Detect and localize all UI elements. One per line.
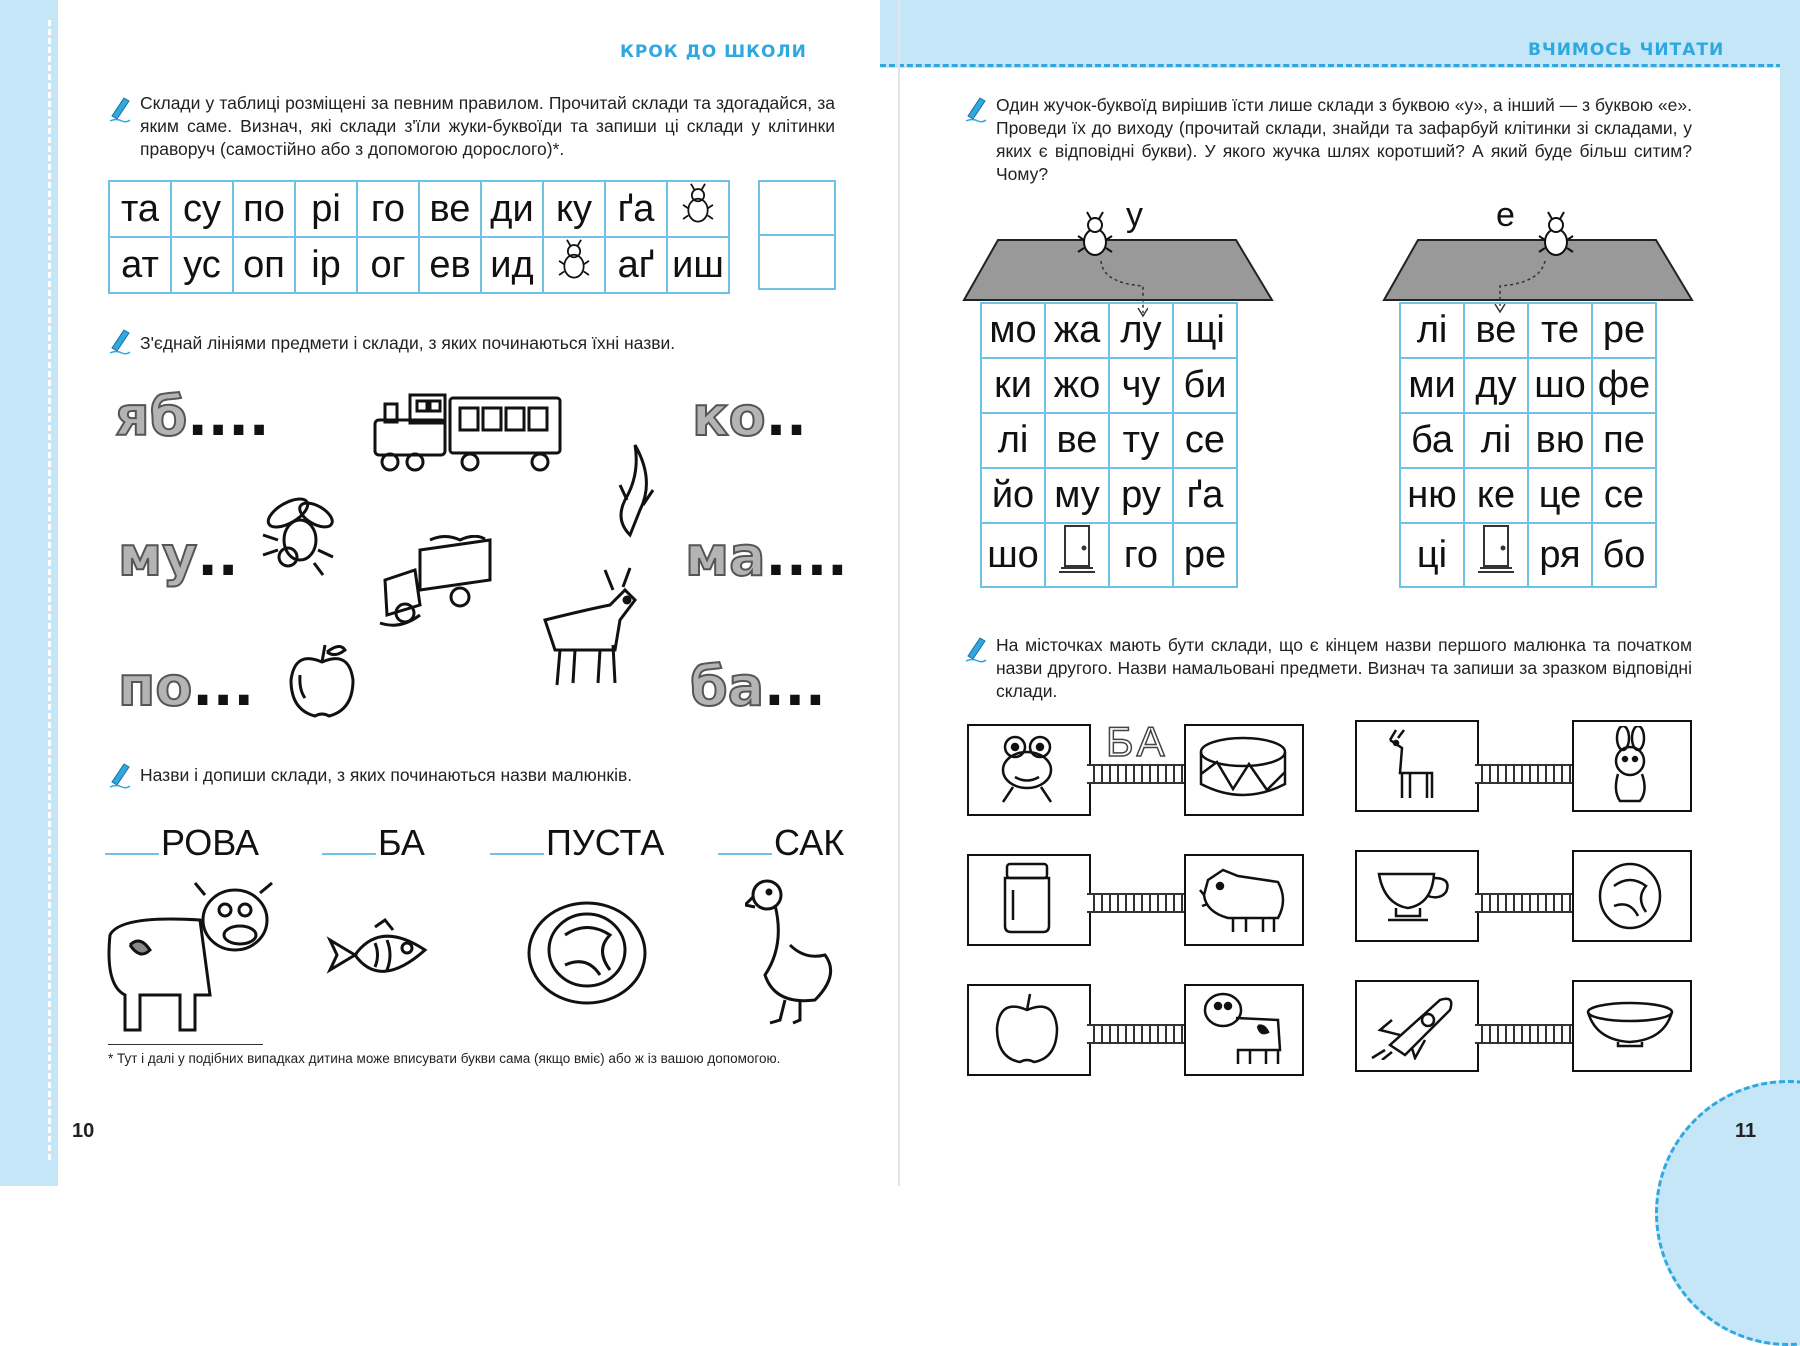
goat-icon xyxy=(1382,728,1450,800)
house1-cell[interactable]: шо xyxy=(981,523,1045,587)
syllable-grid xyxy=(108,180,730,294)
syllable-cell[interactable]: ид xyxy=(481,237,543,293)
house2-cell[interactable]: бо xyxy=(1592,523,1656,587)
house1-cell[interactable]: ве xyxy=(1045,413,1109,468)
syllable-cell[interactable]: ку xyxy=(543,181,605,237)
example-syllable: БА xyxy=(1106,718,1169,765)
syllable-cell[interactable]: рі xyxy=(295,181,357,237)
truck-icon[interactable] xyxy=(375,535,495,630)
house1-cell[interactable]: го xyxy=(1109,523,1173,587)
house2-cell[interactable]: се xyxy=(1592,468,1656,523)
syllable-cell[interactable]: го xyxy=(357,181,419,237)
bridge-5[interactable] xyxy=(1087,1024,1184,1044)
banana-icon[interactable] xyxy=(605,440,665,540)
left-margin-dashes xyxy=(48,20,51,1160)
house1-grid xyxy=(980,302,1238,588)
syllable-yab[interactable]: яб.... xyxy=(115,385,270,448)
syllable-cell[interactable]: ат xyxy=(109,237,171,293)
task1-instruction: Склади у таблиці розміщені за певним правилом. Прочитай склади та здогадайся, за яким саме. Визнач, які склади з'їли жуки-буквоїди та запиши ці склади у клітинки праворуч (самостійно або з допомогою дорослого)*. xyxy=(140,93,835,159)
rocket-icon xyxy=(1370,990,1460,1060)
house2-cell[interactable]: вю xyxy=(1528,413,1592,468)
fly-icon[interactable] xyxy=(258,495,343,580)
house2-cell[interactable]: ре xyxy=(1592,303,1656,358)
bridge-2[interactable] xyxy=(1475,764,1572,784)
train-icon[interactable] xyxy=(365,390,565,475)
pencil-icon xyxy=(108,326,132,361)
cup-icon xyxy=(1374,864,1456,926)
house1-cell[interactable]: би xyxy=(1173,358,1237,413)
task2-instruction: З'єднай лініями предмети і склади, з яких починаються їхні назви. xyxy=(140,333,676,353)
syllable-mu[interactable]: му.. xyxy=(118,525,239,588)
house1-cell[interactable]: се xyxy=(1173,413,1237,468)
bottom-right-curve xyxy=(1655,1080,1800,1346)
answer-cell-1[interactable] xyxy=(759,181,835,235)
house1-cell[interactable]: йо xyxy=(981,468,1045,523)
right-page-number: 11 xyxy=(1735,1120,1757,1142)
left-header: КРОК ДО ШКОЛИ xyxy=(620,42,807,62)
fill-word-3[interactable]: ПУСТА xyxy=(490,822,664,864)
right-task2-instruction: На місточках мають бути склади, що є кінцем назви першого малюнка та початком назви другого. Назви намальовані предмети. Визнач та запиши за зразком відповідні склади. xyxy=(996,635,1692,701)
bridge-3[interactable] xyxy=(1087,893,1184,913)
house1-cell[interactable]: лу xyxy=(1109,303,1173,358)
door-icon xyxy=(1464,523,1528,587)
cow-icon xyxy=(1198,988,1288,1068)
bridge-6[interactable] xyxy=(1475,1024,1572,1044)
syllable-cell[interactable]: ус xyxy=(171,237,233,293)
house1-cell[interactable]: ру xyxy=(1109,468,1173,523)
pencil-icon xyxy=(964,634,988,669)
house1-cell[interactable]: жа xyxy=(1045,303,1109,358)
fill-word-2[interactable]: БА xyxy=(322,822,425,864)
house1-letter: у xyxy=(1126,196,1143,234)
house2-cell[interactable]: ню xyxy=(1400,468,1464,523)
goose-icon xyxy=(745,875,840,1025)
right-header: ВЧИМОСЬ ЧИТАТИ xyxy=(1528,40,1725,60)
drum-icon xyxy=(1197,734,1289,804)
answer-boxes xyxy=(758,180,836,290)
bug-icon xyxy=(543,237,605,293)
house1-cell[interactable]: ту xyxy=(1109,413,1173,468)
syllable-cell[interactable]: по xyxy=(233,181,295,237)
syllable-cell[interactable]: ір xyxy=(295,237,357,293)
syllable-cell[interactable]: ве xyxy=(419,181,481,237)
fill-word-1[interactable]: РОВА xyxy=(105,822,259,864)
house2-cell[interactable]: ве xyxy=(1464,303,1528,358)
house2-grid xyxy=(1399,302,1657,588)
house2-cell[interactable]: ці xyxy=(1400,523,1464,587)
bridge-4[interactable] xyxy=(1475,893,1572,913)
bug-icon xyxy=(1538,210,1574,260)
top-right-dashes xyxy=(880,64,1800,67)
frog-icon xyxy=(995,732,1060,804)
goat-icon[interactable] xyxy=(535,565,640,690)
syllable-cell[interactable]: та xyxy=(109,181,171,237)
syllable-cell[interactable]: аґ xyxy=(605,237,667,293)
door-icon xyxy=(1045,523,1109,587)
fill-word-4[interactable]: САК xyxy=(718,822,844,864)
boar-icon xyxy=(1198,860,1288,936)
house2-cell[interactable]: ба xyxy=(1400,413,1464,468)
pencil-icon xyxy=(108,760,132,795)
syllable-ko[interactable]: ко.. xyxy=(692,385,807,448)
answer-cell-2[interactable] xyxy=(759,235,835,289)
house2-cell[interactable]: фе xyxy=(1592,358,1656,413)
task3-instruction: Назви і допиши склади, з яких починаються назви малюнків. xyxy=(140,765,633,785)
bug-icon xyxy=(1077,210,1113,260)
left-page-number: 10 xyxy=(72,1120,95,1142)
syllable-cell[interactable]: иш xyxy=(667,237,729,293)
footnote: * Тут і далі у подібних випадках дитина може вписувати букви сама (якщо вміє) або ж із вашою допомогою. xyxy=(108,1051,781,1066)
syllable-cell[interactable]: су xyxy=(171,181,233,237)
house2-cell[interactable]: це xyxy=(1528,468,1592,523)
house1-cell[interactable]: ре xyxy=(1173,523,1237,587)
syllable-cell[interactable]: ди xyxy=(481,181,543,237)
apple-icon xyxy=(992,990,1062,1066)
syllable-cell[interactable]: ог xyxy=(357,237,419,293)
house2-cell[interactable]: ми xyxy=(1400,358,1464,413)
house2-cell[interactable]: пе xyxy=(1592,413,1656,468)
house1-cell[interactable]: лі xyxy=(981,413,1045,468)
house2-cell[interactable]: ря xyxy=(1528,523,1592,587)
syllable-cell[interactable]: ев xyxy=(419,237,481,293)
house1-cell[interactable]: жо xyxy=(1045,358,1109,413)
syllable-ba[interactable]: ба... xyxy=(690,655,826,718)
jar-icon xyxy=(997,860,1057,936)
apple-icon[interactable] xyxy=(285,640,360,720)
bug-icon xyxy=(667,181,729,237)
pencil-icon xyxy=(964,94,988,129)
house1-cell[interactable]: мо xyxy=(981,303,1045,358)
house1-cell[interactable]: ки xyxy=(981,358,1045,413)
house2-cell[interactable]: ду xyxy=(1464,358,1528,413)
right-edge-strip xyxy=(1780,0,1800,1186)
house2-cell[interactable]: шо xyxy=(1528,358,1592,413)
fish-icon xyxy=(325,915,435,995)
house2-cell[interactable]: ке xyxy=(1464,468,1528,523)
cow-icon xyxy=(100,875,280,1035)
bowl-icon xyxy=(1582,1000,1678,1048)
house1-cell[interactable]: щі xyxy=(1173,303,1237,358)
syllable-ma[interactable]: ма.... xyxy=(685,525,848,588)
house2-letter: е xyxy=(1496,196,1515,234)
syllable-cell[interactable]: ґа xyxy=(605,181,667,237)
house1-cell[interactable]: чу xyxy=(1109,358,1173,413)
house1-cell[interactable]: му xyxy=(1045,468,1109,523)
syllable-table xyxy=(108,180,730,294)
footnote-rule xyxy=(108,1044,263,1045)
page-gutter xyxy=(898,0,900,1186)
cabbage-icon xyxy=(525,895,650,1010)
house1-cell[interactable]: ґа xyxy=(1173,468,1237,523)
house2-cell[interactable]: лі xyxy=(1464,413,1528,468)
syllable-cell[interactable]: оп xyxy=(233,237,295,293)
syllable-po[interactable]: по... xyxy=(118,655,254,718)
cabbage-icon xyxy=(1596,856,1664,932)
house2-cell[interactable]: те xyxy=(1528,303,1592,358)
pencil-icon xyxy=(108,94,132,129)
house2-cell[interactable]: лі xyxy=(1400,303,1464,358)
rabbit-icon xyxy=(1598,726,1660,804)
bridge-1[interactable] xyxy=(1087,764,1184,784)
right-task1-instruction: Один жучок-буквоїд вирішив їсти лише склади з буквою «у», а інший — з буквою «е». Проведи їх до виходу (прочитай склади, знайди та зафарбуй клітинки зі складами, у яких є відповідні букви). У якого жучка шлях коротший? А який буде більш ситим? Чому? xyxy=(996,95,1692,184)
